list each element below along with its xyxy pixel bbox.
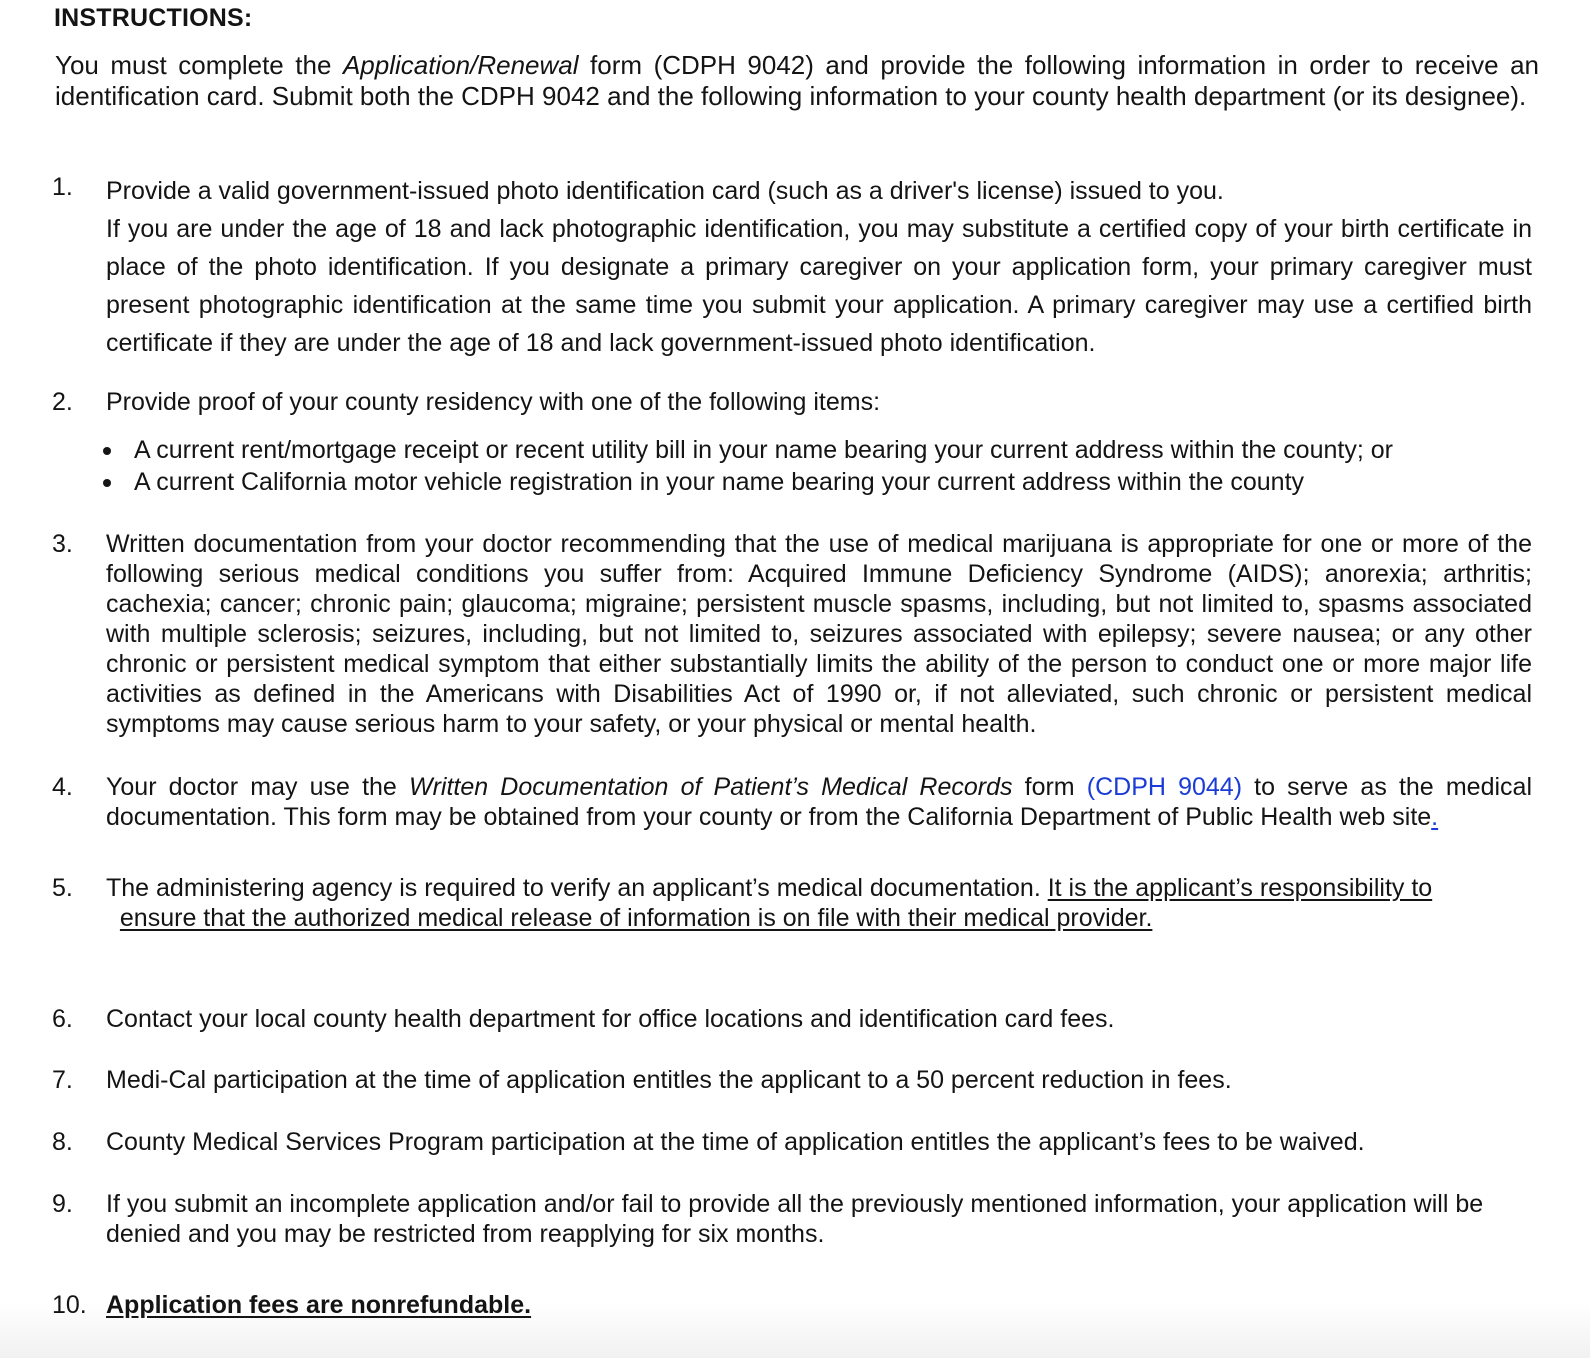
bullet-icon: [103, 447, 111, 455]
item-4-text-start: Your doctor may use the: [106, 773, 409, 801]
item-text: [106, 873, 1506, 933]
web-site-link[interactable]: .: [1431, 803, 1439, 831]
nonrefundable-notice: Application fees are nonrefundable.: [106, 1291, 532, 1319]
bullet-icon: [103, 479, 111, 487]
list-item-text: A current California motor vehicle registration in your name bearing your current address within the county: [134, 468, 1305, 496]
item-2-first-line: Provide proof of your county residency with one of the following items:: [106, 388, 881, 416]
intro-form-name: Application/Renewal: [342, 50, 579, 80]
item-text: County Medical Services Program participation at the time of application entitles the applicant’s fees to be waived.: [106, 1128, 1365, 1156]
item-text: [106, 387, 1532, 417]
intro-text-end: form (CDPH 9042) and provide the following information in order to receive an identification card. Submit both the CDPH 9042 and the following information to your county health department (or its designee).: [55, 50, 1539, 111]
item-5-gap: [106, 904, 120, 932]
intro-text-start: You must complete the: [55, 50, 343, 80]
item-4-text-end: to serve as the medical documentation. This form may be obtained from your county or from the California Department of Public Health web site: [106, 773, 1532, 831]
item-number: 3.: [52, 530, 73, 558]
item-text: If you submit an incomplete application and/or fail to provide all the previously mentioned information, your application will be denied and you may be restricted from reapplying for six months.: [106, 1190, 1484, 1248]
item-text: Contact your local county health department for office locations and identification card fees.: [106, 1005, 1115, 1033]
item-number: 5.: [52, 874, 73, 902]
item-text: Medi-Cal participation at the time of application entitles the applicant to a 50 percent reduction in fees.: [106, 1066, 1232, 1094]
item-text: [106, 772, 1532, 832]
item-number: 7.: [52, 1066, 73, 1094]
item-5-text-start: The administering agency is required to verify an applicant’s medical documentation.: [106, 874, 1048, 902]
item-number: 1.: [52, 173, 73, 201]
item-number: 4.: [52, 773, 73, 801]
item-number: 10.: [52, 1291, 87, 1319]
item-5-underlined-responsibility: It is the applicant’s responsibility to: [1047, 874, 1433, 902]
item-number: 2.: [52, 388, 73, 416]
list-item: [134, 435, 1393, 465]
item-1-body: If you are under the age of 18 and lack photographic identification, you may substitute a certified copy of your birth certificate in place of the photo identification. If you designate a primary caregiver on your application form, your primary caregiver must present photographic identification at the same time you submit your application. A primary caregiver may use a certified birth certificate if they are under the age of 18 and lack government-issued photo identification.: [106, 215, 1532, 357]
item-text: Written documentation from your doctor recommending that the use of medical marijuana is appropriate for one or more of the following serious medical conditions you suffer from: Acquired Immune Deficiency Syndrome (AIDS); anorexia; arthritis; cachexia; cancer; chronic pain; glaucoma; migraine; persistent muscle spasms, including, but not limited to, spasms associated with multiple sclerosis; seizures, including, but not limited to, seizures associated with epilepsy; severe nausea; or any other chronic or persistent medical symptom that either substantially limits the ability of the person to conduct one or more major life activities as defined in the Americans with Disabilities Act of 1990 or, if not alleviated, such chronic or persistent medical symptoms may cause serious harm to your safety, or your physical or mental health.: [106, 530, 1532, 738]
item-5-underlined-release: ensure that the authorized medical release of information is on file with their medical provider.: [119, 904, 1153, 932]
item-text: [106, 1290, 1532, 1320]
item-number: 8.: [52, 1128, 73, 1156]
item-number: 6.: [52, 1005, 73, 1033]
cdph-9044-link[interactable]: (CDPH 9044): [1086, 773, 1243, 801]
list-item-text: A current rent/mortgage receipt or recent utility bill in your name bearing your current address within the county; or: [134, 436, 1393, 464]
item-text: [106, 172, 1532, 362]
item-number: 9.: [52, 1190, 73, 1218]
item-1-first-line: Provide a valid government-issued photo identification card (such as a driver's license) issued to you.: [106, 177, 1224, 205]
item-4-text-mid: form: [1012, 773, 1087, 801]
list-item: [134, 467, 1304, 497]
item-4-form-name: Written Documentation of Patient’s Medical Records: [408, 773, 1013, 801]
instructions-heading: INSTRUCTIONS:: [54, 4, 253, 32]
intro-paragraph: [55, 50, 1539, 111]
